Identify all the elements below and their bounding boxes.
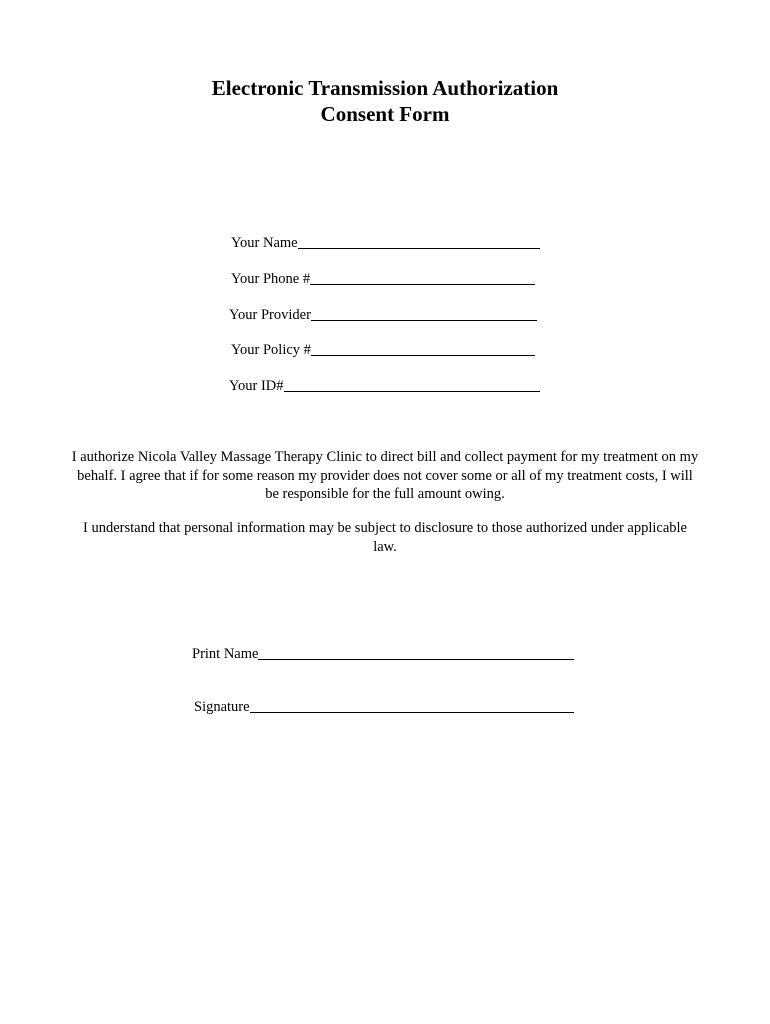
signature-input-line[interactable]	[250, 698, 574, 713]
your-name-input-line[interactable]	[298, 234, 540, 249]
your-name-label: Your Name	[231, 235, 298, 251]
print-name-input-line[interactable]	[258, 645, 574, 660]
disclosure-paragraph: I understand that personal information may be subject to disclosure to those authorized under applicable law.	[83, 520, 687, 555]
signature-field	[194, 698, 574, 716]
your-id-label: Your ID#	[229, 378, 284, 394]
your-phone-label: Your Phone #	[231, 271, 311, 287]
your-id-field	[229, 377, 540, 395]
your-phone-input-line[interactable]	[310, 270, 535, 285]
print-name-label: Print Name	[192, 646, 259, 662]
your-policy-field	[231, 341, 535, 359]
your-provider-field	[229, 306, 537, 324]
signature-label: Signature	[194, 699, 250, 715]
your-id-input-line[interactable]	[284, 377, 540, 392]
print-name-field	[192, 645, 574, 663]
your-phone-field	[231, 270, 535, 288]
authorization-paragraph: I authorize Nicola Valley Massage Therapy Clinic to direct bill and collect payment for my treatment on my behalf. I agree that if for some reason my provider does not cover some or all of my treatment costs, I will be responsible for the full amount owing.	[71, 449, 699, 502]
your-provider-label: Your Provider	[229, 307, 311, 323]
form-title-line-2: Consent Form	[320, 102, 450, 126]
your-name-field	[231, 234, 540, 252]
your-provider-input-line[interactable]	[311, 306, 537, 321]
your-policy-input-line[interactable]	[311, 341, 535, 356]
your-policy-label: Your Policy #	[231, 342, 311, 358]
form-title-line-1: Electronic Transmission Authorization	[211, 76, 559, 100]
